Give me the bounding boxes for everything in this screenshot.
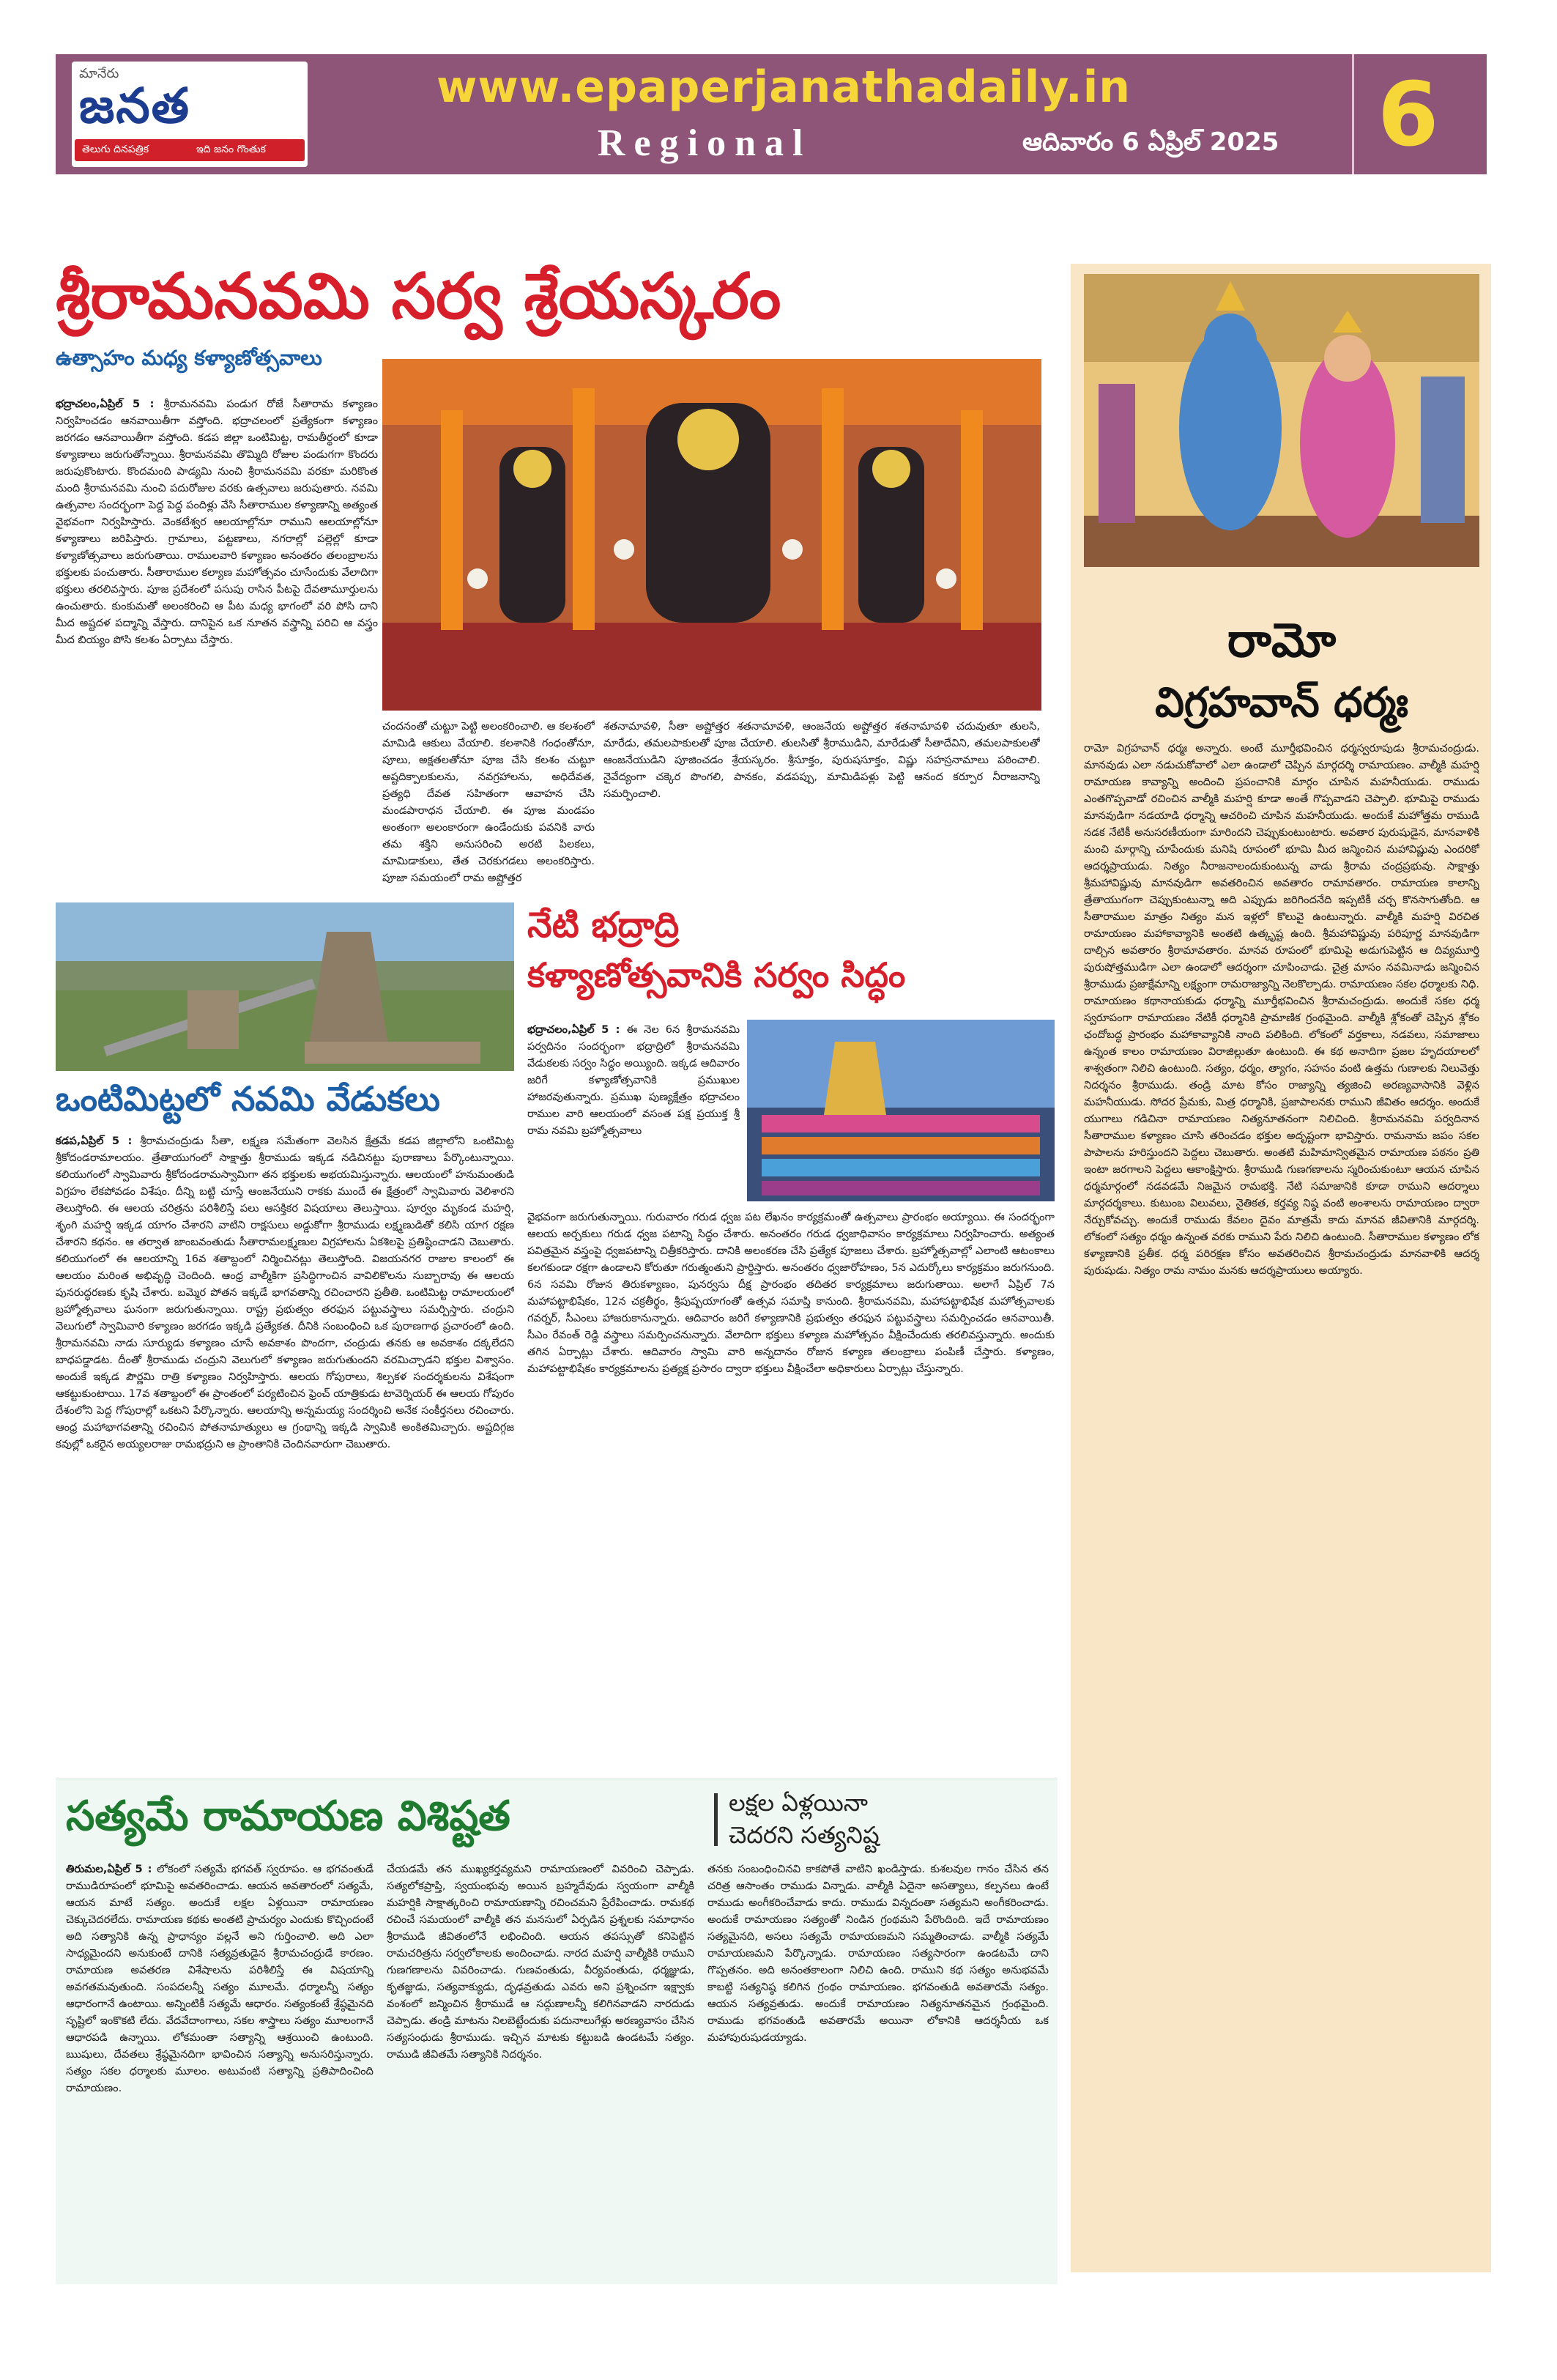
story2-column-bottom: వైభవంగా జరుగుతున్నాయి. గురువారం గరుడ ధ్వజ పట లేఖనం కార్యక్రమంతో ఉత్సవాలు ప్రారంభం అయ్యాయి. ఈ సందర్భంగా ఆలయ అర్చకులు గరుడ ధ్వజ పటాన్ని సిద్ధం చేశారు. అనంతరం గరుడ ధ్వజాధివాసం కార్యక్రమాలు నిర్వహించారు. అత్యంత పవిత్రమైన వస్త్రంపై ధ్వజపటాన్ని చిత్రీకరిస్తారు. దానికి అలంకరణ చేసి ప్రత్యేక పూజలు చేశారు. బ్రహ్మోత్సవాల్లో ఎలాంటి ఆటంకాలు కలగకుండా రక్షగా ఉండాలని కోరుతూ గరుత్మంతుని ప్రార్థిస్తారు. అనంతరం ధ్వజారోహణం, 5న ఎదుర్కోలు కార్యక్రమం జరుగనుంది. 6న సవమి రోజున తిరుకళ్యాణం, పునర్వసు దీక్ష ప్రారంభం తదితర కార్యక్రమాలు జరుగుతాయి. అలాగే ఏప్రిల్ 7న మహాపట్టాభిషేకం, 12న చక్రతీర్థం, శ్రీపుష్పయాగంతో ఉత్సవ సమాప్తి కానుంది. శ్రీరామనవమి, మహాపట్టాభిషేక మహోత్సవాలకు గవర్నర్, సీఎంలు హాజరుకానున్నారు. ఆదివారం జరిగే కళ్యాణానికి ప్రభుత్వం తరఫున పట్టువస్త్రాలు సమర్పించడం ఆనవాయితీ. సీఎం రేవంత్ రెడ్డి వస్త్రాలు సమర్పించనున్నారు. వేలాదిగా భక్తులు కళ్యాణ మహోత్సవం వీక్షించేందుకు తరలివస్తున్నారు. అందుకు తగిన ఏర్పాట్లు చేశారు. ఆదివారం స్వామి వారి అన్నదానం రోజున కళ్యాణ తలంబ్రాలు పంపిణీ చేస్తారు. కళ్యాణం, మహాపట్టాభిషేకం కార్యక్రమాలను ప్రత్యక్ష ప్రసారం ద్వారా భక్తులు వీక్షించేలా అధికారులు ఏర్పాట్లు చేస్తున్నారు. [527,1211,1055,1375]
story1-column-left [56,396,378,886]
story1-dateline: భద్రాచలం,ఏప్రిల్ 5 : [56,398,155,410]
newspaper-logo[interactable] [72,62,308,167]
story2-headline-line1[interactable]: నేటి భద్రాద్రి [527,905,680,946]
story3-headline[interactable]: ఒంటిమిట్టలో నవమి వేడుకలు [56,1079,440,1119]
logo-small-text: మానేరు [79,66,119,81]
story1-body-left: శ్రీరామనవమి పండుగ రోజే సీతారామ కళ్యాణం నిర్వహించడం ఆనవాయితీగా వస్తోంది. భద్రాచలంలో ప్రత్యేకంగా కళ్యాణం జరగడం ఆనవాయితీగా వస్తోంది. కడప జిల్లా ఒంటిమిట్ట, రామతీర్థంలో కూడా కళ్యాణాలు జరుగుతోన్నాయి. శ్రీరామనవమి తొమ్మిది రోజుల పండుగగా కొందరు జరుపుకొంటారు. కొందమంది పాడ్యమి నుంచి శ్రీరామనవమి వరకూ మరికొంత మంది శ్రీరామనవమి నుంచి పదురోజుల వరకు ఉత్సవాలు జరుపుతారు. నవమి ఉత్సవాల సందర్భంగా పెద్ద పెద్ద పందిళ్లు వేసి సీతారాముల కళ్యాణాన్ని అత్యంత వైభవంగా నిర్వహిస్తారు. వెంకటేశ్వర ఆలయాల్లోనూ రాముని ఆలయాల్లోనూ కళ్యాణాలు జరిపిస్తారు. గ్రామాలు, పట్టణాలు, నగరాల్లో పల్లెల్లో కూడా కళ్యాణోత్సవాలు జరుగుతాయి. రాములవారి కళ్యాణం అనంతరం తలంబ్రాలను భక్తులకు పంచుతారు. సీతారాముల కల్యాణ మహోత్సవం చూసేందుకు వేలాదిగా భక్తులు తరలివస్తారు. పూజ ప్రదేశంలో పసుపు రాసిన పీటపై దేవతామూర్తులను ఉంచుతారు. కుంకుమతో అలంకరించి ఆ పీట మధ్య భాగంలో వరి పోసి దాని మీద అష్టదళ పద్మాన్ని వేస్తారు. దానిపైన ఒక నూతన వస్త్రాన్ని పరిచి ఆ వస్త్రం మీద బియ్యం పోసి కలశం ఏర్పాటు చేస్తారు. [56,398,378,646]
story1-headline[interactable]: శ్రీరామనవమి సర్వ శ్రేయస్కరం [56,260,781,333]
story4-head-divider [714,1793,718,1846]
rama-sita-illustration [1084,274,1479,567]
section-title: Regional [598,122,812,164]
story4-column-1 [66,1861,374,2271]
sidebar-headline-line2[interactable]: విగ్రహవాన్ ధర్మః [1155,679,1408,727]
bhadradri-temple-photo[interactable] [747,1020,1055,1201]
story4-dateline: తిరుమల,ఏప్రిల్ 5 : [66,1863,152,1875]
deity-idols-photo[interactable] [382,359,1041,711]
temple-landscape-illustration [56,902,514,1071]
story4-headline[interactable]: సత్యమే రామాయణ విశిష్టత [66,1793,510,1840]
deity-idols-illustration [382,359,1041,711]
lit-temple-illustration [747,1020,1055,1201]
sidebar-body: రామో విగ్రహవాన్ ధర్మః అన్నారు. అంటే మూర్తీభవించిన ధర్మస్వరూపుడు శ్రీరామచంద్రుడు. మానవుడు ఎలా నడుచుకోవాలో ఎలా ఉండాలో చెప్పిన మార్గదర్శి రామాయణం. వాల్మీకి మహర్షి రామాయణ కావ్యాన్ని అందించి ప్రపంచానికి మార్గం చూపిన మహనీయుడు. రాముడు ఎంతగొప్పవాడో రచించిన వాల్మీకి మహర్షి కూడా అంతే గొప్పవాడని చెప్పాలి. భూమిపై రాముడు మానవుడిగా నడయాడి ధర్మాన్ని ఆచరించి చూపిన మహనీయుడు. అందుకే మహోత్తమ రాముడి నడక నేటికీ అనుసరణీయంగా మారిందని చెప్పుకుంటుంటారు. అవతార పురుషుడైన, మానవాళికి మంచి మార్గాన్ని చూపేందుకు మనిషి రూపంలో భూమి మీద జన్మించిన మహావిష్ణువు ఎందరికో ఆదర్శప్రాయుడు. నిత్యం నీరాజనాలందుకుంటున్న వాడు శ్రీరామ చంద్రప్రభువు. సాక్షాత్తు శ్రీమహావిష్ణువు మానవుడిగా అవతరించిన అవతారం రామావతారం. రామాయణ కాలాన్ని త్రేతాయుగంగా చెప్పుకుంటున్నా అది ఎప్పుడు జరిగిందనేది ఇప్పటికీ చర్చ కొనసాగుతోంది. ఆ సీతారాముల మాత్రం నిత్యం మన ఇళ్లలో కొలువై ఉంటున్నారు. వాల్మీకి మహర్షి విరచిత రామాయణం మహాకావ్యానికి అంతటి ఉత్కృష్ట ఉంది. శ్రీమహావిష్ణువు పరిపూర్ణ మానవుడిగా దాల్చిన అవతారం శ్రీరామావతారం. మానవ రూపంలో భూమిపై అడుగుపెట్టిన ఆ దివ్యమూర్తి పురుషోత్తముడిగా ఎలా ఉండాలో ఆదర్శంగా చూపించాడు. చైత్ర మాసం నవమినాడు జన్మించిన శ్రీరాముడు ప్రజాక్షేమాన్ని లక్ష్యంగా రామరాజ్యాన్ని నెలకొల్పాడు. రామాయణం సకల ధర్మాలకు నిధి. రామాయణం కథానాయకుడు ధర్మాన్ని మూర్తీభవించిన శ్రీరామచంద్రుడు. అందుకే సకల ధర్మ స్వరూపంగా రామాయణం నేటికీ ధర్మానికి ప్రామాణిక గ్రంథమైంది. వాల్మీకి శ్లోకంతో చెప్పిన శ్లోకం ఛందోబద్ధ ప్రారంభం మహాకావ్యానికి నాంది పలికింది. లోకంలో వర్తకాలు, నడవలు, సమాజాలు ఉన్నంత కాలం రామాయణం విరాజిల్లుతూ ఉంటుంది. ఈ కథ అనాదిగా ప్రజల హృదయాలలో శాశ్వతంగా నిలిచి ఉంటుంది. సత్యం, ధర్మం, త్యాగం, సహనం వంటి ఉత్తమ గుణాలకు నిలువెత్తు నిదర్శనం శ్రీరాముడు. తండ్రి మాట కోసం రాజ్యాన్ని త్యజించి అరణ్యవాసానికి వెళ్లిన మహనీయుడు. సోదర ప్రేమకు, మిత్ర ధర్మానికి, ప్రజాపాలనకు రాముని జీవితం ఆదర్శం. అందుకే యుగాలు గడిచినా రామాయణం నిత్యనూతనంగా నిలిచింది. శ్రీరామనవమి పర్వదినాన సీతారాముల కళ్యాణం చూసి తరించడం భక్తుల అదృష్టంగా భావిస్తారు. రామనామ జపం సకల పాపాలను హరిస్తుందని పెద్దలు చెబుతారు. అంతటి మహిమాన్వితమైన రామాయణ పఠనం ప్రతి ఇంటా జరగాలని పెద్దలు ఆకాంక్షిస్తారు. శ్రీరాముడి గుణగణాలను స్మరించుకుంటూ ఆయన చూపిన ధర్మమార్గంలో నడవడమే నిజమైన రామభక్తి. నేటి సమాజానికి కూడా రాముని ఆదర్శాలు మార్గదర్శకాలు. కుటుంబ విలువలు, నైతికత, కర్తవ్య నిష్ఠ వంటి అంశాలను రామాయణం ద్వారా నేర్చుకోవచ్చు. అందుకే రాముడు కేవలం దైవం మాత్రమే కాదు మానవ జీవితానికి మార్గదర్శి. లోకంలో సత్యం ధర్మం ఉన్నంత వరకు రాముని పేరు నిలిచి ఉంటుంది. సీతారాముల కళ్యాణం లోక కళ్యాణానికి ప్రతీక. ధర్మ పరిరక్షణ కోసం అవతరించిన శ్రీరామచంద్రుడు మానవాళికి ఆదర్శ పురుషుడు. నిత్యం రామ నామం మనకు ఆదర్శప్రాయులు అయ్యారు. [1084,742,1479,1277]
story1-column-right: శతనామావళి, సీతా అష్టోత్తర శతనామావళి, ఆంజనేయ అష్టోత్తర శతనామావళి చదువుతూ తులసి, మారేడు, తమలపాకులతో పూజ చేయాలి. తులసితో శ్రీరాముడిని, మారేడుతో సీతాదేవిని, తమలపాకులతో ఆంజనేయుడిని పూజించడం శ్రేయస్కరం. శ్రీసూక్తం, పురుషసూక్తం, విష్ణు సహస్రనామాలు పఠించాలి. నైవేద్యంగా చక్కెర పొంగలి, పానకం, వడపప్పు, మామిడిపళ్లు పెట్టి ఆనంద కర్పూర నీరాజనాన్ని సమర్పించాలి. [603,720,1040,800]
story4-side-head-line2: చెదరని సత్యనిష్ట [729,1821,880,1849]
story3-column [56,1132,514,1762]
story4-col1-body: లోకంలో సత్యమే భగవత్ స్వరూపం. ఆ భగవంతుడే రాముడిరూపంలో భూమిపై అవతరించాడు. ఆయన అవతారంలో సత్యమే, ఆయన మాటే సత్యం. అందుకే లక్షల ఏళ్లయినా రామాయణం చెక్కుచెదరలేదు. రామాయణ కథకు అంతటి ప్రాచుర్యం ఎందుకు కొచ్చిందంటే అది సత్యానికి ఉన్న ప్రాధాన్యం వల్లనే అని గుర్తించాలి. అది ఎలా సాధ్యమైందని అనుకుంటే దానికి సత్యవ్రతుడైన శ్రీరామచంద్రుడే కారణం. రామాయణ అవతరణ విశేషాలను పరిశీలిస్తే ఈ విషయాన్ని అవగతమవుతుంది. సంపదలన్నీ సత్యం మూలమే. ధర్మాలన్నీ సత్యం ఆధారంగానే ఉంటాయి. అన్నింటికీ సత్యమే ఆధారం. సత్యంకంటే శ్రేష్ఠమైనది సృష్టిలో ఇంకొకటి లేదు. వేదవేదాంగాలు, సకల శాస్త్రాలు సత్యం మూలంగానే ఆధారపడి ఉన్నాయి. లోకమంతా సత్యాన్ని ఆశ్రయించి ఉంటుంది. ఋషులు, దేవతలు శ్రేష్ఠమైనదిగా భావించిన సత్యాన్ని అనుసరిస్తున్నారు. సత్యం సకల ధర్మాలకు మూలం. అటువంటి సత్యాన్ని ప్రతిపాదించింది రామాయణం. [66,1863,374,2094]
logo-tagline-right: ఇది జనం గొంతుక [196,144,266,155]
story2-body-top: ఈ నెల 6న శ్రీరామనవమి పర్వదినం సందర్భంగా భద్రాద్రిలో శ్రీరామనవమి వేడుకలకు సర్వం సిద్ధం అయ్యింది. ఇక్కడ ఆదివారం జరిగే కళ్యాణోత్సవానికి ప్రముఖుల హాజరవుతున్నారు. ప్రముఖ పుణ్యక్షేత్రం భద్రాచలం రాముల వారి ఆలయంలో వసంత పక్ష ప్రయుక్త శ్రీ రామ నవమి బ్రహ్మోత్సవాలు [527,1023,740,1137]
publication-date: ఆదివారం 6 ఏప్రిల్ 2025 [1022,127,1279,157]
story4-column-3: తనకు సంబంధించినవి కాకపోతే వాటిని ఖండిస్తాడు. కుశలవుల గానం చేసిన తన చరిత్ర ఆసాంతం రాముడు విన్నాడు. వాల్మీకి ఏదైనా అసత్యాలు, కల్పనలు ఉంటే రాముడు అంగీకరించేవాడు కాదు. రాముడు విన్నదంతా సత్యమని అంగీకరించాడు. అందుకే రామాయణం సత్యంతో నిండిన గ్రంథమని పేరొందింది. ఇదే రామాయణం సత్యమైనది, అసలు సత్యమే రామాయణమని సమ్మతించాడు. వాల్మీకి సత్యమే రామాయణమని పేర్కొన్నాడు. రామాయణం సత్యసారంగా ఉండటమే దాని గొప్పతనం. అది అనంతకాలంగా నిలిచి ఉంది. రాముని కథ సత్యం అనుభవమే కాబట్టి సత్యనిష్ఠ కలిగిన గ్రంథం రామాయణం. భగవంతుడి అవతారమే సత్యం. ఆయన సత్యవ్రతుడు. అందుకే రామాయణం నిత్యనూతనమైన గ్రంథమైంది. రాముడు భగవంతుడి అవతారమే అయినా లోకానికి ఆదర్శనీయ ఒక మహాపురుషుడయ్యాడు. [707,1863,1049,2044]
logo-tagline-left: తెలుగు దినపత్రిక [82,144,149,155]
story2-column-top [527,1021,740,1204]
site-url-link[interactable]: www.epaperjanathadaily.in [436,62,1131,113]
rama-sita-painting[interactable] [1084,274,1479,567]
story1-subhead: ఉత్సాహం మధ్య కళ్యాణోత్సవాలు [56,346,322,370]
page-number-divider [1352,54,1354,174]
masthead [56,54,1487,174]
ontimitta-temple-photo[interactable] [56,902,514,1071]
logo-title: జనత [79,78,190,134]
story3-body: శ్రీరామచంద్రుడు సీతా, లక్ష్మణ సమేతంగా వెలసిన క్షేత్రమే కడప జిల్లాలోని ఒంటిమిట్ట శ్రీకోదండరామాలయం. త్రేతాయుగంలో సాక్షాత్తు శ్రీరాముడు ఇక్కడ నడిచినట్టు పురాణాలు పేర్కొంటున్నాయి. కలియుగంలో స్వామివారు శ్రీకోదండరామస్వామిగా తన భక్తులకు అభయమిస్తున్నారు. ఆలయంలో హనుమంతుడి విగ్రహం లేకపోవడం విశేషం. దీన్ని బట్టి చూస్తే ఆంజనేయుని రాకకు ముందే ఈ క్షేత్రంలో స్వామివారు వెలిశారని తెలుస్తోంది. ఈ ఆలయ చరిత్రను పరిశీలిస్తే పలు ఆసక్తికర విషయాలు తెలుస్తాయి. పూర్వం మృకండ మహర్షి, శృంగి మహర్షి ఇక్కడ యాగం చేశారని వాటిని రాక్షసులు అడ్డుకోగా శ్రీరాముడు లక్ష్మణుడితో కలిసి యాగ రక్షణ చేశారని కథనం. ఆ తర్వాత జాంబవంతుడు సీతారామలక్ష్మణుల విగ్రహాలను ఏకశిలపై ప్రతిష్ఠించాడని చెబుతారు. కలియుగంలో ఈ ఆలయాన్ని 16వ శతాబ్దంలో నిర్మించినట్లు తెలుస్తోంది. విజయనగర రాజుల కాలంలో ఈ ఆలయం మరింత అభివృద్ధి చెందింది. ఆంధ్ర వాల్మీకిగా ప్రసిద్ధిగాంచిన వావిలికొలను సుబ్బారావు ఈ ఆలయ పునరుద్ధరణకు కృషి చేశారు. బమ్మెర పోతన ఇక్కడే భాగవతాన్ని రచించారని ప్రతీతి. ఒంటిమిట్ట రామాలయంలో బ్రహ్మోత్సవాలు ఘనంగా జరుగుతున్నాయి. రాష్ట్ర ప్రభుత్వం తరఫున పట్టువస్త్రాలు సమర్పిస్తారు. చంద్రుని వెలుగులో స్వామివారి కళ్యాణం జరగడం ఇక్కడి ప్రత్యేకత. దీనికి సంబంధించి ఒక పురాణగాథ ప్రచారంలో ఉంది. శ్రీరామనవమి నాడు సూర్యుడు కళ్యాణం చూసే అవకాశం పొందగా, చంద్రుడు తనకు ఆ అవకాశం దక్కలేదని బాధపడ్డాడట. దీంతో శ్రీరాముడు చంద్రుని వెలుగులో కళ్యాణం జరుగుతుందని వరమిచ్చాడని భక్తుల విశ్వాసం. అందుకే ఇక్కడ పౌర్ణమి రాత్రి కళ్యాణం నిర్వహిస్తారు. ఆలయ గోపురాలు, శిల్పకళ సందర్శకులను విశేషంగా ఆకట్టుకుంటాయి. 17వ శతాబ్దంలో ఈ ప్రాంతంలో పర్యటించిన ఫ్రెంచ్ యాత్రికుడు టావెర్నియర్ ఈ ఆలయ గోపురం దేశంలోని పెద్ద గోపురాల్లో ఒకటని పేర్కొన్నారు. ఆలయాన్ని అన్నమయ్య సందర్శించి అనేక సంకీర్తనలు రచించారు. ఆంధ్ర మహాభాగవతాన్ని రచించిన పోతనామాత్యులు ఆ గ్రంథాన్ని ఇక్కడి స్వామికి అంకితమిచ్చారు. అష్టదిగ్గజ కవుల్లో ఒకరైన అయ్యలరాజు రామభద్రుని ఆ ప్రాంతానికి చెందినవారుగా చెబుతారు. [56,1135,514,1450]
story1-column-mid: చందనంతో చుట్టూ పెట్టి అలంకరించాలి. ఆ కలశంలో మామిడి ఆకులు వేయాలి. కలశానికి గంధంతోనూ, పూలు, అక్షతలతోనూ పూజ చేసి కలశం చుట్టూ అష్టదిక్పాలకులను, నవగ్రహాలను, అధిదేవత, ప్రత్యధి దేవత సహితంగా ఆవాహన చేసి మండపారాధన చేయాలి. ఈ పూజ మండపం అంతంగా అలంకారంగా ఉండేందుకు పవనికి వారు తమ శక్తిని అనుసరించి అరటి పిలకలు, మామిడాకులు, తేత చెరకుగడలు అలంకరిస్తారు. పూజా సమయంలో రామ అష్టోత్తర [382,720,595,884]
story2-headline-line2[interactable]: కళ్యాణోత్సవానికి సర్వం సిద్ధం [527,955,906,995]
story3-dateline: కడప,ఏప్రిల్ 5 : [56,1135,133,1147]
sidebar-headline-line1[interactable]: రామో [1227,614,1337,668]
story4-column-2: చేయడమే తన ముఖ్యకర్తవ్యమని రామాయణంలో వివరించి చెప్పాడు. సత్యలోకప్రాప్తి, స్వయంభువు అయిన బ్రహ్మదేవుడు స్వయంగా వాల్మీకి మహర్షికి సాక్షాత్కరించి రామాయణాన్ని రచించమని ప్రేరేపించాడు. రామకథ రచించే సమయంలో వాల్మీకి తన మనసులో ఏర్పడిన ప్రశ్నలకు సమాధానం శ్రీరాముడి జీవితంలోనే లభించింది. ఆయన తపస్సుతో కనిపెట్టిన రామచరిత్రను సర్వలోకాలకు అందించాడు. నారద మహర్షి వాల్మీకికి రాముని గుణగణాలను వివరించాడు. గుణవంతుడు, వీర్యవంతుడు, ధర్మజ్ఞుడు, కృతజ్ఞుడు, సత్యవాక్యుడు, దృఢవ్రతుడు ఎవరు అని ప్రశ్నించగా ఇక్ష్వాకు వంశంలో జన్మించిన శ్రీరాముడే ఆ సద్గుణాలన్నీ కలిగినవాడని నారదుడు చెప్పాడు. తండ్రి మాటను నిలబెట్టేందుకు పదునాలుగేళ్లు అరణ్యవాసం చేసిన సత్యసంధుడు శ్రీరాముడు. ఇచ్చిన మాటకు కట్టుబడి ఉండటమే సత్యం. రాముడి జీవితమే సత్యానికి నిదర్శనం. [387,1863,694,2061]
story2-dateline: భద్రాచలం,ఏప్రిల్ 5 : [527,1023,620,1036]
story4-side-head-line1: లక్షల ఏళ్లయినా [729,1789,869,1817]
page-number: 6 [1378,64,1439,166]
